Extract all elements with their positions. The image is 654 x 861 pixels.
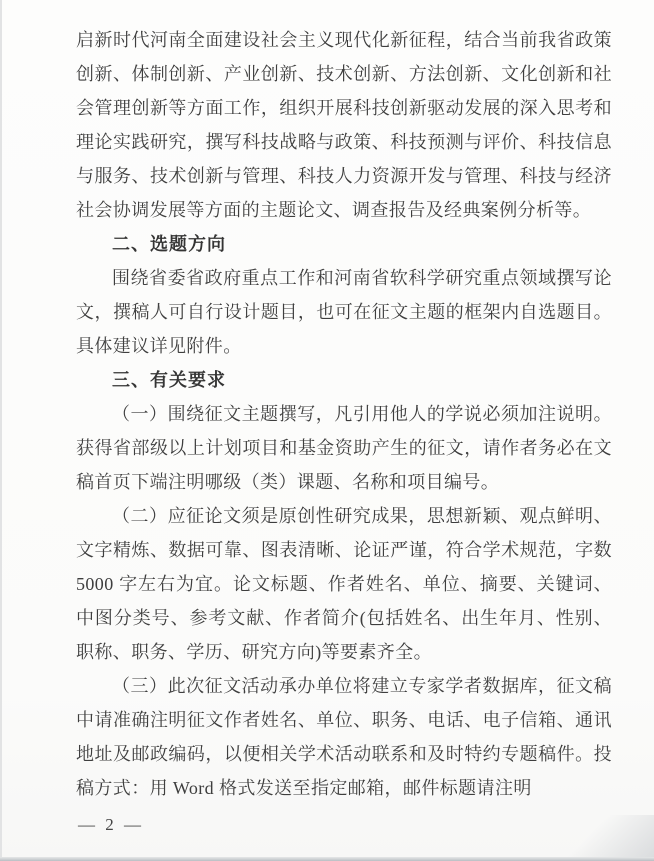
scan-edge-left (0, 0, 2, 861)
section-heading-requirements: 三、有关要求 (112, 370, 226, 390)
paragraph-continuation: 启新时代河南全面建设社会主义现代化新征程，结合当前我省政策创新、体制创新、产业创新、技术创新、方法创新、文化创新和社会管理创新等方面工作，组织开展科技创新驱动发展的深入思考和理论实践研究，撰写科技战略与政策、科技预测与评价、科技信息与服务、技术创新与管理、科技人力资源开发与管理、科技与经济社会协调发展等方面的主题论文、调查报告及经典案例分析等。 (76, 30, 612, 220)
paragraph-topic-direction: 围绕省委省政府重点工作和河南省软科学研究重点领域撰写论文，撰稿人可自行设计题目，也可在征文主题的框架内自选题目。具体建议详见附件。 (76, 268, 612, 356)
section-heading-topic-direction: 二、选题方向 (112, 234, 226, 254)
scan-corner-shade (534, 815, 654, 861)
page-number: — 2 — (78, 815, 144, 834)
paragraph-requirement-1: （一）围绕征文主题撰写，凡引用他人的学说必须加注说明。获得省部级以上计划项目和基金资助产生的征文，请作者务必在文稿首页下端注明哪级（类）课题、名称和项目编号。 (76, 404, 612, 492)
paragraph-requirement-2: （二）应征论文须是原创性研究成果，思想新颖、观点鲜明、文字精炼、数据可靠、图表清晰、论证严谨，符合学术规范，字数 5000 字左右为宜。论文标题、作者姓名、单位、摘要、关键词、中图分类号、参考文献、作者简介(包括姓名、出生年月、性别、职称、职务、学历、研究方向)等要素齐全。 (76, 506, 612, 662)
scan-edge-bottom (0, 857, 654, 861)
paragraph-requirement-3: （三）此次征文活动承办单位将建立专家学者数据库，征文稿中请准确注明征文作者姓名、单位、职务、电话、电子信箱、通讯地址及邮政编码，以便相关学术活动联系和及时特约专题稿件。投稿方式：用 Word 格式发送至指定邮箱，邮件标题请注明 (76, 676, 612, 798)
document-body (76, 23, 612, 805)
